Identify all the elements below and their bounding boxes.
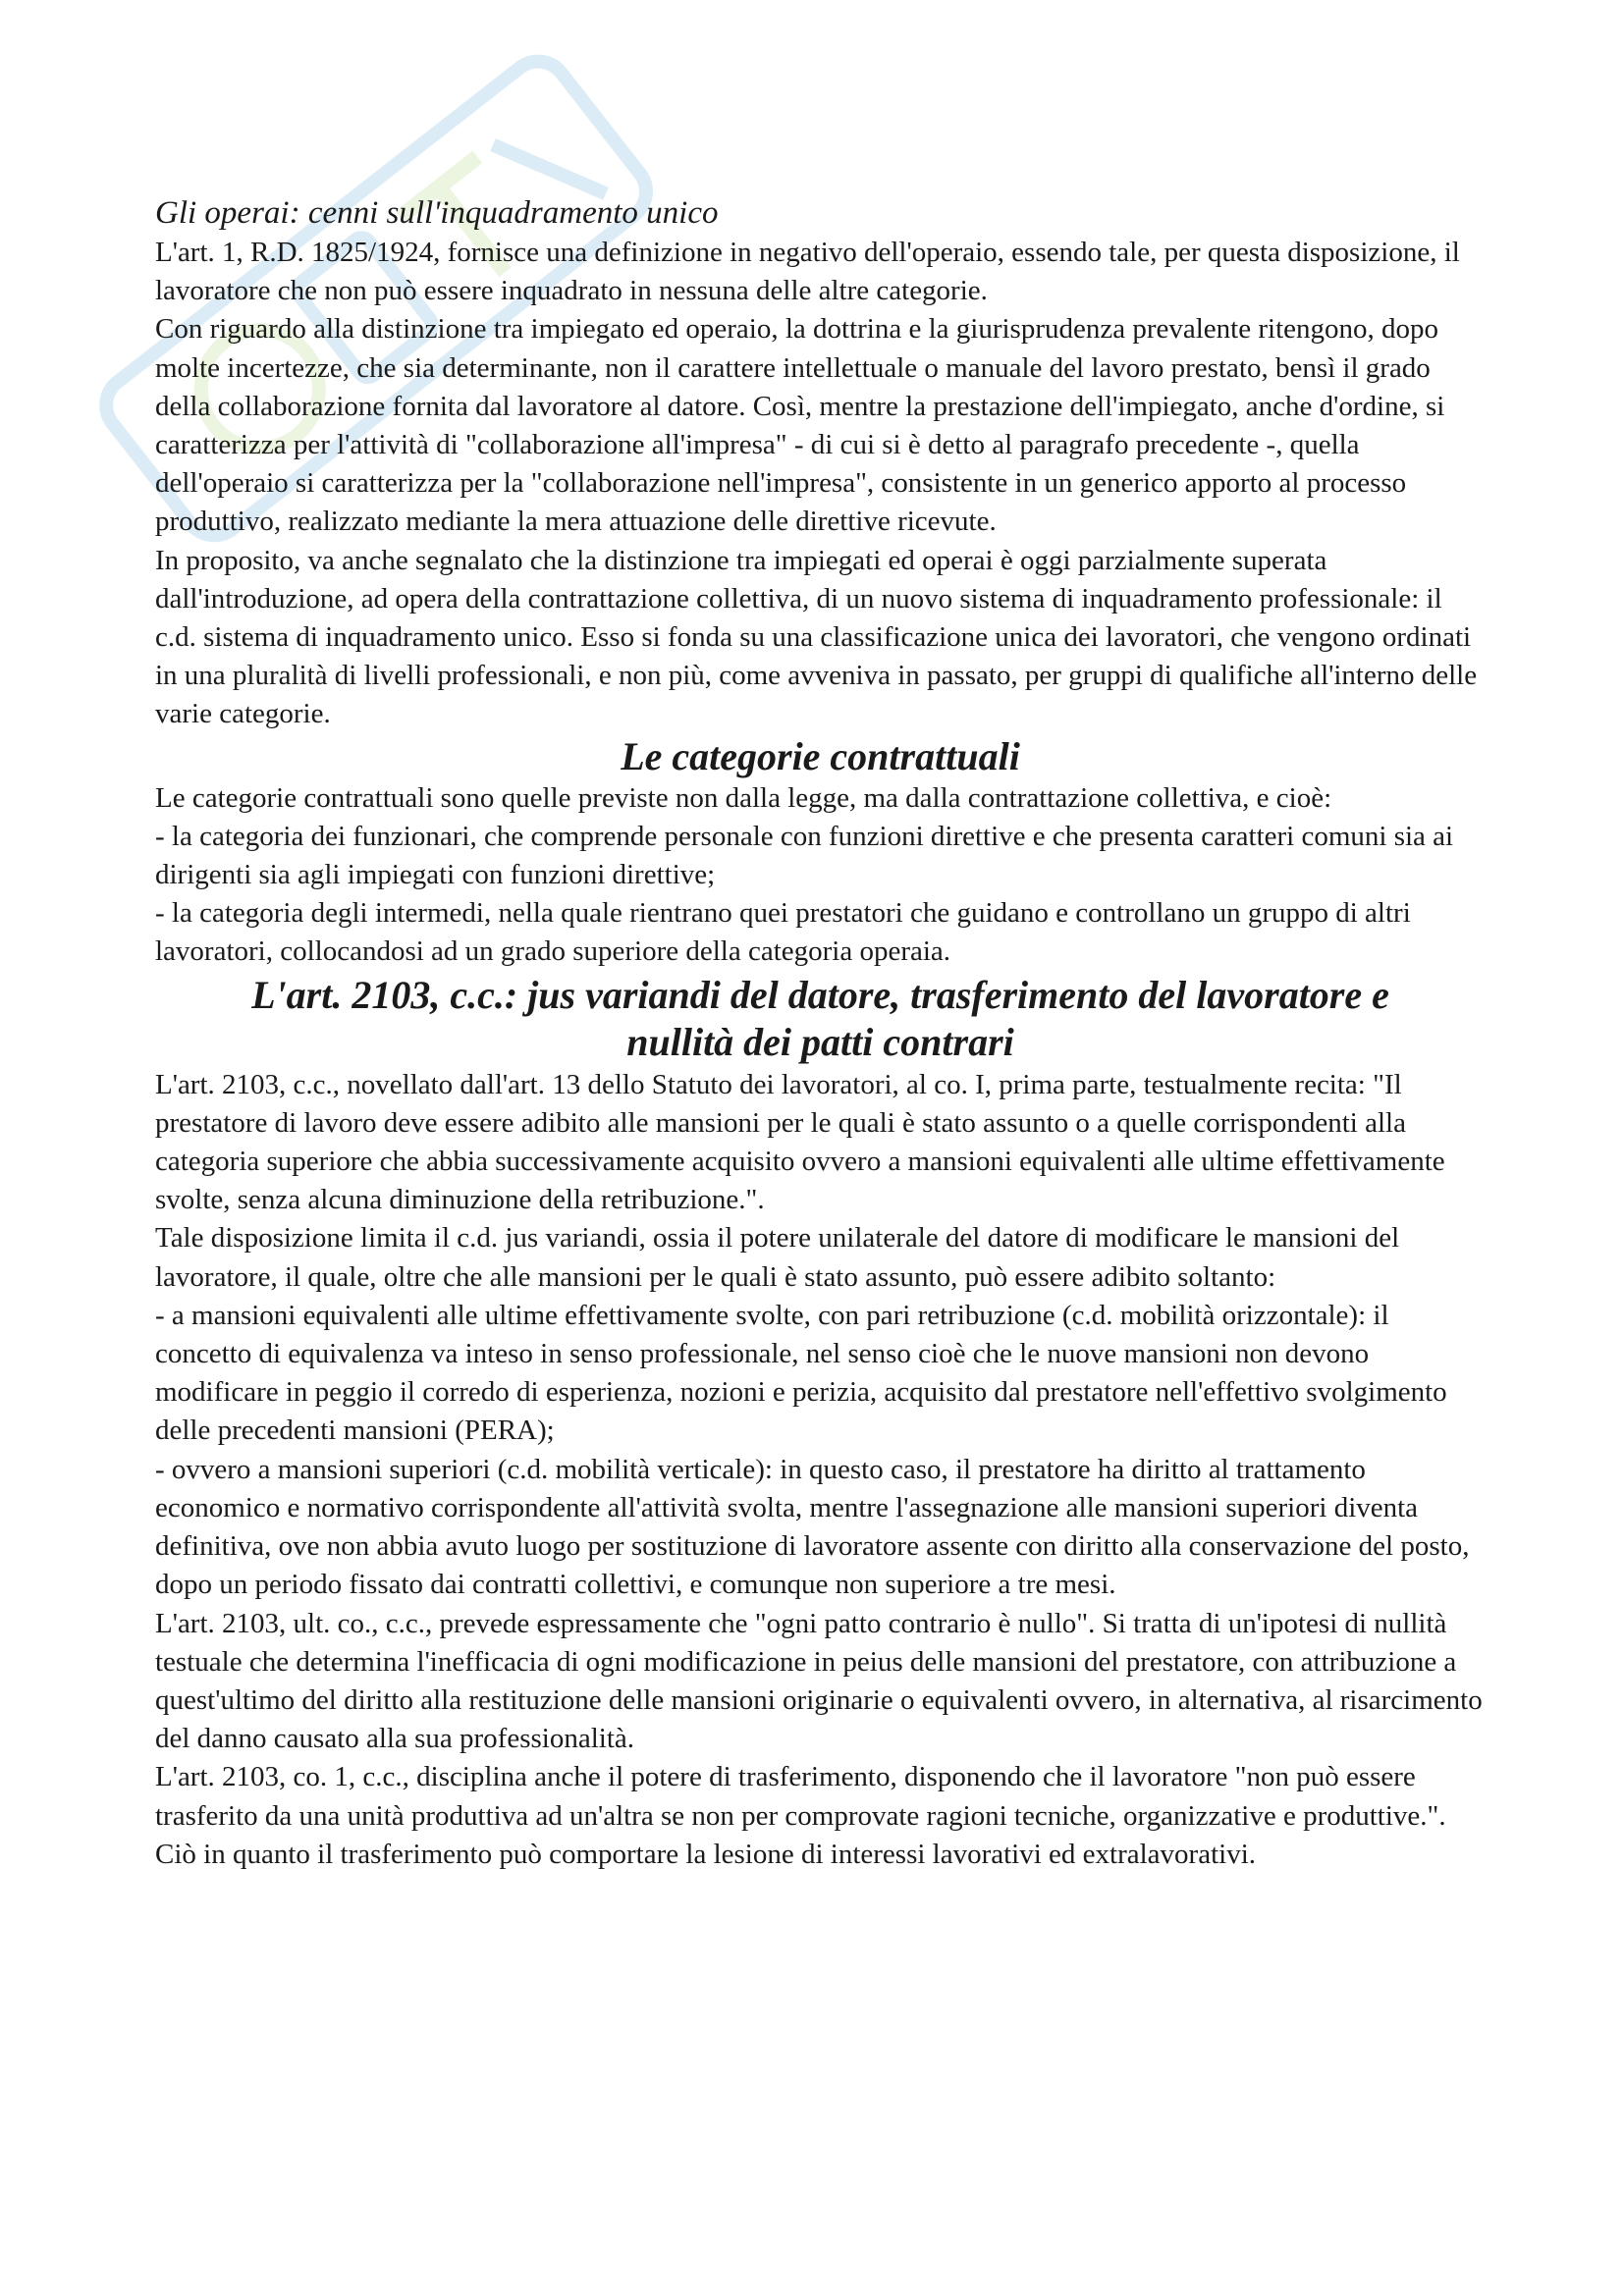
section-heading (155, 972, 1486, 1066)
section-categorie-contrattuali (155, 734, 1486, 972)
document-page (155, 192, 1486, 1874)
section-operai (155, 192, 1486, 734)
section-title: Gli operai: cenni sull'inquadramento unico (155, 195, 719, 231)
heading-line: L'art. 2103, c.c.: jus variandi del datore, trasferimento del lavoratore e (251, 972, 1389, 1017)
heading-line: nullità dei patti contrari (626, 1019, 1014, 1064)
paragraph: L'art. 1, R.D. 1825/1924, fornisce una definizione in negativo dell'operaio, essendo tale, per questa disposizione, il lavoratore che non può essere inquadrato in nessuna delle altre categorie. (155, 237, 1460, 307)
list-item: - a mansioni equivalenti alle ultime effettivamente svolte, con pari retribuzione (c.d. mobilità orizzontale): il concetto di equivalenza va inteso in senso professionale, nel senso cioè che le nuove mansioni non devono modificare in peggio il corredo di esperienza, nozioni e perizia, acquisito dal prestatore nell'effettivo svolgimento delle precedenti mansioni (PERA); (155, 1299, 1447, 1447)
paragraph: L'art. 2103, ult. co., c.c., prevede espressamente che "ogni patto contrario è nullo". Si tratta di un'ipotesi di nullità testuale che determina l'inefficacia di ogni modificazione in peius delle mansioni del prestatore, con attribuzione a quest'ultimo del diritto alla restituzione delle mansioni originarie o equivalenti ovvero, in alternativa, al risarcimento del danno causato alla sua professionalità. (155, 1607, 1483, 1755)
paragraph: L'art. 2103, co. 1, c.c., disciplina anche il potere di trasferimento, disponendo che il lavoratore "non può essere trasferito da una unità produttiva ad un'altra se non per comprovate ragioni tecniche, organizzative e produttive.". Ciò in quanto il trasferimento può comportare la lesione di interessi lavorativi ed extralavorativi. (155, 1761, 1446, 1870)
list-item: - la categoria dei funzionari, che comprende personale con funzioni direttive e che presenta caratteri comuni sia ai dirigenti sia agli impiegati con funzioni direttive; (155, 820, 1454, 891)
section-heading: Le categorie contrattuali (621, 733, 1020, 778)
list-item: - ovvero a mansioni superiori (c.d. mobilità verticale): in questo caso, il prestatore ha diritto al trattamento economico e normativo corrispondente all'attività svolta, mentre l'assegnazione alle mansioni superiori diventa definitiva, ove non abbia avuto luogo per sostituzione di lavoratore assente con diritto alla conservazione del posto, dopo un periodo fissato dai contratti collettivi, e comunque non superiore a tre mesi. (155, 1453, 1470, 1601)
section-art-2103 (155, 972, 1486, 1874)
paragraph: Le categorie contrattuali sono quelle previste non dalla legge, ma dalla contrattazione collettiva, e cioè: (155, 781, 1332, 814)
paragraph: In proposito, va anche segnalato che la distinzione tra impiegati ed operai è oggi parzialmente superata dall'introduzione, ad opera della contrattazione collettiva, di un nuovo sistema di inquadramento professionale: il c.d. sistema di inquadramento unico. Esso si fonda su una classificazione unica dei lavoratori, che vengono ordinati in una pluralità di livelli professionali, e non più, come avveniva in passato, per gruppi di qualifiche all'interno delle varie categorie. (155, 544, 1478, 730)
paragraph: Con riguardo alla distinzione tra impiegato ed operaio, la dottrina e la giurisprudenza prevalente ritengono, dopo molte incertezze, che sia determinante, non il carattere intellettuale o manuale del lavoro prestato, bensì il grado della collaborazione fornita dal lavoratore al datore. Così, mentre la prestazione dell'impiegato, anche d'ordine, si caratterizza per l'attività di "collaborazione all'impresa" - di cui si è detto al paragrafo precedente -, quella dell'operaio si caratterizza per la "collaborazione nell'impresa", consistente in un generico apporto al processo produttivo, realizzato mediante la mera attuazione delle direttive ricevute. (155, 313, 1445, 538)
list-item: - la categoria degli intermedi, nella quale rientrano quei prestatori che guidano e controllano un gruppo di altri lavoratori, collocandosi ad un grado superiore della categoria operaia. (155, 897, 1411, 968)
paragraph: Tale disposizione limita il c.d. jus variandi, ossia il potere unilaterale del datore di modificare le mansioni del lavoratore, il quale, oltre che alle mansioni per le quali è stato assunto, può essere adibito soltanto: (155, 1222, 1400, 1293)
paragraph: L'art. 2103, c.c., novellato dall'art. 13 dello Statuto dei lavoratori, al co. I, prima parte, testualmente recita: "Il prestatore di lavoro deve essere adibito alle mansioni per le quali è stato assunto o a quelle corrispondenti alla categoria superiore che abbia successivamente acquisito ovvero a mansioni equivalenti alle ultime effettivamente svolte, senza alcuna diminuzione della retribuzione.". (155, 1068, 1445, 1216)
